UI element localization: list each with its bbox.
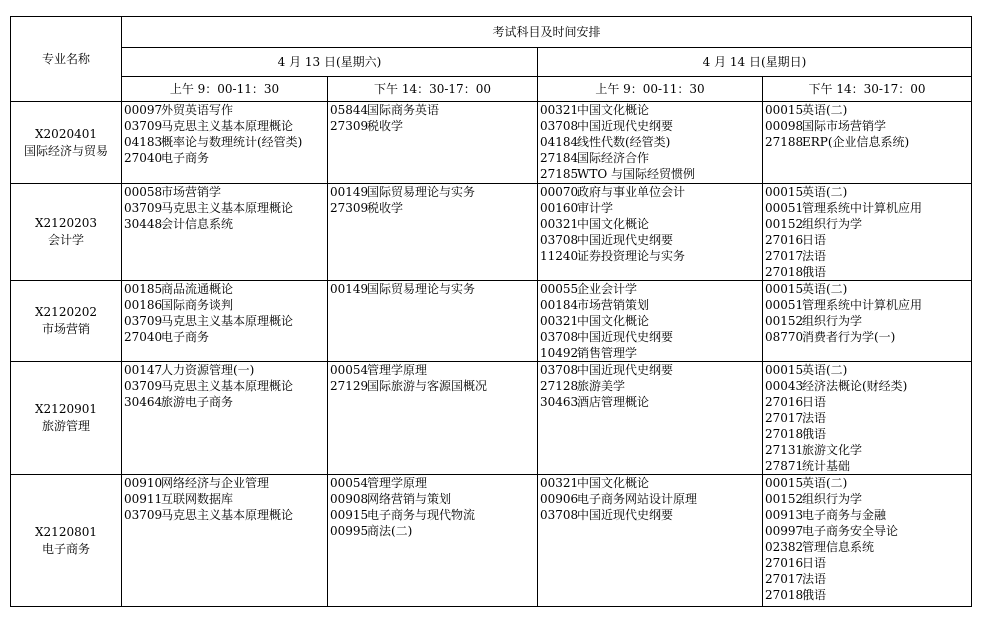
subject-name: 商法(二)	[367, 524, 413, 538]
subject-cell-d1-am	[122, 362, 328, 475]
subject-name: 中国近现代史纲要	[577, 363, 674, 377]
subject-item	[765, 134, 971, 150]
subject-name: 国际旅游与客源国概况	[367, 379, 488, 393]
subject-item	[330, 507, 537, 523]
subject-item	[765, 102, 971, 118]
subject-code: 00908	[330, 492, 369, 506]
subject-name: 俄语	[802, 265, 827, 279]
subject-name: 管理学原理	[367, 476, 428, 490]
table-row	[11, 184, 972, 281]
subject-code: 05844	[330, 103, 369, 117]
subject-name: 管理信息系统	[802, 540, 875, 554]
subject-item	[540, 248, 762, 264]
subject-code: 00015	[765, 476, 804, 490]
subject-code: 27040	[124, 330, 163, 344]
subject-name: 英语(二)	[802, 185, 848, 199]
day2-header: 4 月 14 日(星期日)	[538, 48, 972, 77]
subject-code: 00055	[540, 282, 579, 296]
subject-item	[124, 378, 327, 394]
subject-item	[540, 184, 762, 200]
subject-item	[765, 362, 971, 378]
subject-code: 00015	[765, 282, 804, 296]
subject-code: 00160	[540, 201, 579, 215]
subject-code: 27184	[540, 151, 579, 165]
subject-item	[330, 184, 537, 200]
subject-item	[765, 539, 971, 555]
subject-code: 00184	[540, 298, 579, 312]
subject-item	[765, 264, 971, 280]
subject-name: 组织行为学	[802, 492, 863, 506]
subject-item	[124, 329, 327, 345]
subject-name: 马克思主义基本原理概论	[161, 508, 294, 522]
subject-item	[330, 362, 537, 378]
subject-code: 00058	[124, 185, 163, 199]
subject-item	[540, 313, 762, 329]
subject-code: 03708	[540, 330, 579, 344]
subject-item	[330, 378, 537, 394]
subject-code: 27018	[765, 427, 804, 441]
subject-item	[765, 426, 971, 442]
subject-code: 00915	[330, 508, 369, 522]
subject-cell-d1-am	[122, 281, 328, 362]
subject-item	[124, 491, 327, 507]
subject-name: 法语	[802, 411, 827, 425]
subject-code: 00186	[124, 298, 163, 312]
subject-code: 00043	[765, 379, 804, 393]
subject-name: WTO 与国际经贸惯例	[577, 167, 695, 181]
subject-name: 马克思主义基本原理概论	[161, 201, 294, 215]
subject-cell-d1-pm	[328, 102, 538, 184]
subject-name: 英语(二)	[802, 363, 848, 377]
subject-code: 02382	[765, 540, 804, 554]
subject-name: 中国文化概论	[577, 103, 650, 117]
subject-item	[765, 281, 971, 297]
subject-code: 27016	[765, 556, 804, 570]
subject-code: 30463	[540, 395, 579, 409]
day2-pm-header: 下午 14：30-17：00	[763, 77, 972, 102]
subject-code: 00051	[765, 201, 804, 215]
subject-code: 04183	[124, 135, 163, 149]
day1-header: 4 月 13 日(星期六)	[122, 48, 538, 77]
subject-item	[124, 475, 327, 491]
subject-code: 00185	[124, 282, 163, 296]
subject-item	[540, 232, 762, 248]
subject-code: 00147	[124, 363, 163, 377]
subject-code: 27128	[540, 379, 579, 393]
subject-item	[540, 329, 762, 345]
subject-code: 00054	[330, 476, 369, 490]
subject-cell-d2-pm	[763, 362, 972, 475]
subject-code: 27018	[765, 265, 804, 279]
subject-cell-d1-pm	[328, 281, 538, 362]
subject-cell-d1-pm	[328, 184, 538, 281]
major-cell	[11, 362, 122, 475]
subject-item	[540, 281, 762, 297]
subject-code: 00152	[765, 217, 804, 231]
subject-code: 03709	[124, 508, 163, 522]
subject-item	[765, 442, 971, 458]
subject-cell-d2-pm	[763, 281, 972, 362]
major-code: X2120801	[35, 524, 97, 539]
subject-code: 00321	[540, 314, 579, 328]
subject-name: 英语(二)	[802, 282, 848, 296]
subject-code: 00321	[540, 217, 579, 231]
subject-name: 旅游电子商务	[161, 395, 234, 409]
subject-item	[765, 118, 971, 134]
subject-code: 03708	[540, 119, 579, 133]
subject-name: 酒店管理概论	[577, 395, 650, 409]
subject-cell-d2-pm	[763, 475, 972, 607]
subject-code: 00906	[540, 492, 579, 506]
subject-code: 27309	[330, 201, 369, 215]
exam-schedule-table	[10, 16, 972, 607]
subject-code: 00152	[765, 314, 804, 328]
subject-code: 00097	[124, 103, 163, 117]
subject-item	[124, 102, 327, 118]
subject-item	[540, 134, 762, 150]
subject-name: 证券投资理论与实务	[577, 249, 686, 263]
subject-item	[124, 150, 327, 166]
subject-code: 27017	[765, 249, 804, 263]
subject-item	[765, 184, 971, 200]
subject-name: 电子商务	[161, 330, 210, 344]
subject-name: 马克思主义基本原理概论	[161, 379, 294, 393]
subject-item	[330, 523, 537, 539]
subject-item	[124, 200, 327, 216]
major-name: 旅游管理	[41, 419, 90, 433]
subject-code: 00054	[330, 363, 369, 377]
subject-item	[540, 362, 762, 378]
subject-code: 27016	[765, 395, 804, 409]
subject-code: 00321	[540, 476, 579, 490]
subject-item	[765, 329, 971, 345]
subject-cell-d1-pm	[328, 362, 538, 475]
subject-name: 政府与事业单位会计	[577, 185, 686, 199]
subject-name: 英语(二)	[802, 103, 848, 117]
subject-name: 中国近现代史纲要	[577, 508, 674, 522]
subject-name: 电子商务	[161, 151, 210, 165]
subject-item	[124, 134, 327, 150]
subject-name: 市场营销学	[161, 185, 222, 199]
day2-am-header: 上午 9：00-11：30	[538, 77, 763, 102]
table-row	[11, 475, 972, 607]
subject-name: 组织行为学	[802, 217, 863, 231]
subject-code: 27017	[765, 411, 804, 425]
subject-item	[330, 491, 537, 507]
subject-code: 27309	[330, 119, 369, 133]
subject-code: 00051	[765, 298, 804, 312]
subject-name: ERP(企业信息系统)	[802, 135, 910, 149]
subject-cell-d1-pm	[328, 475, 538, 607]
subject-name: 网络营销与策划	[367, 492, 452, 506]
subject-name: 经济法概论(财经类)	[802, 379, 908, 393]
subject-item	[124, 362, 327, 378]
subject-name: 中国近现代史纲要	[577, 233, 674, 247]
subject-item	[124, 281, 327, 297]
subject-name: 管理学原理	[367, 363, 428, 377]
subject-name: 税收学	[367, 119, 404, 133]
subject-name: 互联网数据库	[161, 492, 234, 506]
major-cell	[11, 102, 122, 184]
subject-code: 27131	[765, 443, 804, 457]
subject-name: 网络经济与企业管理	[161, 476, 270, 490]
subject-name: 消费者行为学(一)	[802, 330, 896, 344]
subject-name: 法语	[802, 249, 827, 263]
subject-code: 00911	[124, 492, 163, 506]
subject-name: 中国近现代史纲要	[577, 119, 674, 133]
subject-name: 概率论与数理统计(经管类)	[161, 135, 303, 149]
subject-code: 08770	[765, 330, 804, 344]
subject-item	[540, 507, 762, 523]
subject-item	[124, 118, 327, 134]
subject-name: 统计基础	[802, 459, 851, 473]
subject-item	[765, 232, 971, 248]
major-code: X2020401	[35, 126, 97, 141]
subject-name: 俄语	[802, 427, 827, 441]
subject-name: 会计信息系统	[161, 217, 234, 231]
subject-item	[765, 248, 971, 264]
subject-code: 04184	[540, 135, 579, 149]
subject-code: 00913	[765, 508, 804, 522]
schedule-header: 考试科目及时间安排	[122, 17, 972, 48]
subject-name: 国际商务英语	[367, 103, 440, 117]
subject-cell-d2-am	[538, 281, 763, 362]
subject-name: 旅游美学	[577, 379, 626, 393]
subject-name: 审计学	[577, 201, 614, 215]
subject-cell-d2-am	[538, 475, 763, 607]
subject-name: 马克思主义基本原理概论	[161, 314, 294, 328]
subject-code: 03709	[124, 119, 163, 133]
major-cell	[11, 281, 122, 362]
subject-code: 27185	[540, 167, 579, 181]
subject-name: 中国文化概论	[577, 217, 650, 231]
subject-code: 27017	[765, 572, 804, 586]
subject-cell-d1-am	[122, 184, 328, 281]
subject-item	[540, 475, 762, 491]
subject-name: 商品流通概论	[161, 282, 234, 296]
subject-name: 销售管理学	[577, 346, 638, 360]
table-row	[11, 281, 972, 362]
subject-item	[124, 313, 327, 329]
subject-cell-d2-pm	[763, 184, 972, 281]
subject-name: 日语	[802, 233, 827, 247]
subject-item	[124, 297, 327, 313]
major-cell	[11, 475, 122, 607]
major-name: 国际经济与贸易	[23, 143, 108, 158]
major-name: 会计学	[47, 233, 84, 247]
day1-am-header: 上午 9：00-11：30	[122, 77, 328, 102]
subject-code: 00070	[540, 185, 579, 199]
subject-name: 国际市场营销学	[802, 119, 887, 133]
subject-item	[330, 200, 537, 216]
subject-item	[540, 118, 762, 134]
subject-code: 00149	[330, 282, 369, 296]
subject-code: 00997	[765, 524, 804, 538]
subject-item	[540, 166, 762, 182]
subject-item	[765, 378, 971, 394]
subject-name: 法语	[802, 572, 827, 586]
subject-cell-d1-am	[122, 102, 328, 184]
subject-name: 人力资源管理(一)	[161, 363, 255, 377]
subject-name: 国际贸易理论与实务	[367, 185, 476, 199]
table-row	[11, 362, 972, 475]
subject-item	[540, 150, 762, 166]
subject-name: 组织行为学	[802, 314, 863, 328]
subject-name: 英语(二)	[802, 476, 848, 490]
subject-item	[765, 555, 971, 571]
subject-item	[765, 587, 971, 603]
subject-item	[765, 458, 971, 474]
subject-name: 国际经济合作	[577, 151, 650, 165]
subject-code: 00098	[765, 119, 804, 133]
subject-item	[765, 313, 971, 329]
subject-cell-d2-am	[538, 102, 763, 184]
major-name: 电子商务	[41, 541, 90, 556]
subject-code: 27188	[765, 135, 804, 149]
subject-item	[765, 507, 971, 523]
subject-name: 日语	[802, 556, 827, 570]
subject-cell-d2-am	[538, 184, 763, 281]
subject-name: 马克思主义基本原理概论	[161, 119, 294, 133]
subject-name: 国际商务谈判	[161, 298, 234, 312]
subject-code: 00149	[330, 185, 369, 199]
major-cell	[11, 184, 122, 281]
subject-code: 03708	[540, 508, 579, 522]
subject-name: 中国近现代史纲要	[577, 330, 674, 344]
subject-item	[330, 102, 537, 118]
subject-item	[540, 102, 762, 118]
subject-item	[330, 281, 537, 297]
subject-cell-d2-pm	[763, 102, 972, 184]
subject-code: 10492	[540, 346, 579, 360]
subject-code: 27871	[765, 459, 804, 473]
subject-name: 电子商务网站设计原理	[577, 492, 698, 506]
subject-code: 27018	[765, 588, 804, 602]
major-code: X2120203	[35, 216, 97, 230]
subject-item	[765, 297, 971, 313]
subject-cell-d2-am	[538, 362, 763, 475]
subject-code: 00015	[765, 103, 804, 117]
day1-pm-header: 下午 14：30-17：00	[328, 77, 538, 102]
subject-name: 日语	[802, 395, 827, 409]
subject-code: 27040	[124, 151, 163, 165]
subject-item	[330, 475, 537, 491]
subject-code: 00152	[765, 492, 804, 506]
major-name: 市场营销	[41, 322, 90, 336]
subject-item	[765, 200, 971, 216]
subject-item	[540, 378, 762, 394]
subject-item	[540, 491, 762, 507]
subject-code: 00321	[540, 103, 579, 117]
subject-item	[540, 297, 762, 313]
subject-name: 外贸英语写作	[161, 103, 234, 117]
subject-item	[330, 118, 537, 134]
subject-code: 11240	[540, 249, 579, 263]
subject-item	[124, 216, 327, 232]
subject-item	[124, 184, 327, 200]
subject-name: 线性代数(经管类)	[577, 135, 671, 149]
subject-name: 旅游文化学	[802, 443, 863, 457]
subject-code: 27016	[765, 233, 804, 247]
subject-name: 电子商务安全导论	[802, 524, 899, 538]
subject-item	[765, 216, 971, 232]
subject-code: 00995	[330, 524, 369, 538]
subject-code: 03708	[540, 233, 579, 247]
subject-name: 中国文化概论	[577, 314, 650, 328]
subject-name: 国际贸易理论与实务	[367, 282, 476, 296]
subject-code: 00015	[765, 363, 804, 377]
subject-name: 管理系统中计算机应用	[802, 298, 923, 312]
subject-cell-d1-am	[122, 475, 328, 607]
subject-name: 中国文化概论	[577, 476, 650, 490]
subject-name: 税收学	[367, 201, 404, 215]
subject-item	[540, 345, 762, 361]
subject-name: 电子商务与现代物流	[367, 508, 476, 522]
table-row	[11, 102, 972, 184]
subject-code: 27129	[330, 379, 369, 393]
subject-item	[124, 394, 327, 410]
subject-item	[765, 523, 971, 539]
subject-code: 00910	[124, 476, 163, 490]
subject-item	[765, 410, 971, 426]
major-code: X2120901	[35, 402, 97, 416]
subject-item	[765, 491, 971, 507]
subject-name: 俄语	[802, 588, 827, 602]
subject-code: 30464	[124, 395, 163, 409]
subject-name: 管理系统中计算机应用	[802, 201, 923, 215]
major-header: 专业名称	[11, 17, 122, 102]
major-code: X2120202	[35, 305, 97, 319]
subject-item	[540, 394, 762, 410]
subject-code: 03708	[540, 363, 579, 377]
subject-item	[540, 200, 762, 216]
subject-name: 电子商务与金融	[802, 508, 887, 522]
subject-item	[124, 507, 327, 523]
subject-item	[765, 394, 971, 410]
subject-code: 03709	[124, 201, 163, 215]
subject-item	[540, 216, 762, 232]
table-body	[11, 102, 972, 607]
subject-code: 00015	[765, 185, 804, 199]
subject-code: 30448	[124, 217, 163, 231]
subject-item	[765, 571, 971, 587]
subject-item	[765, 475, 971, 491]
subject-name: 市场营销策划	[577, 298, 650, 312]
subject-name: 企业会计学	[577, 282, 638, 296]
subject-code: 03709	[124, 314, 163, 328]
subject-code: 03709	[124, 379, 163, 393]
